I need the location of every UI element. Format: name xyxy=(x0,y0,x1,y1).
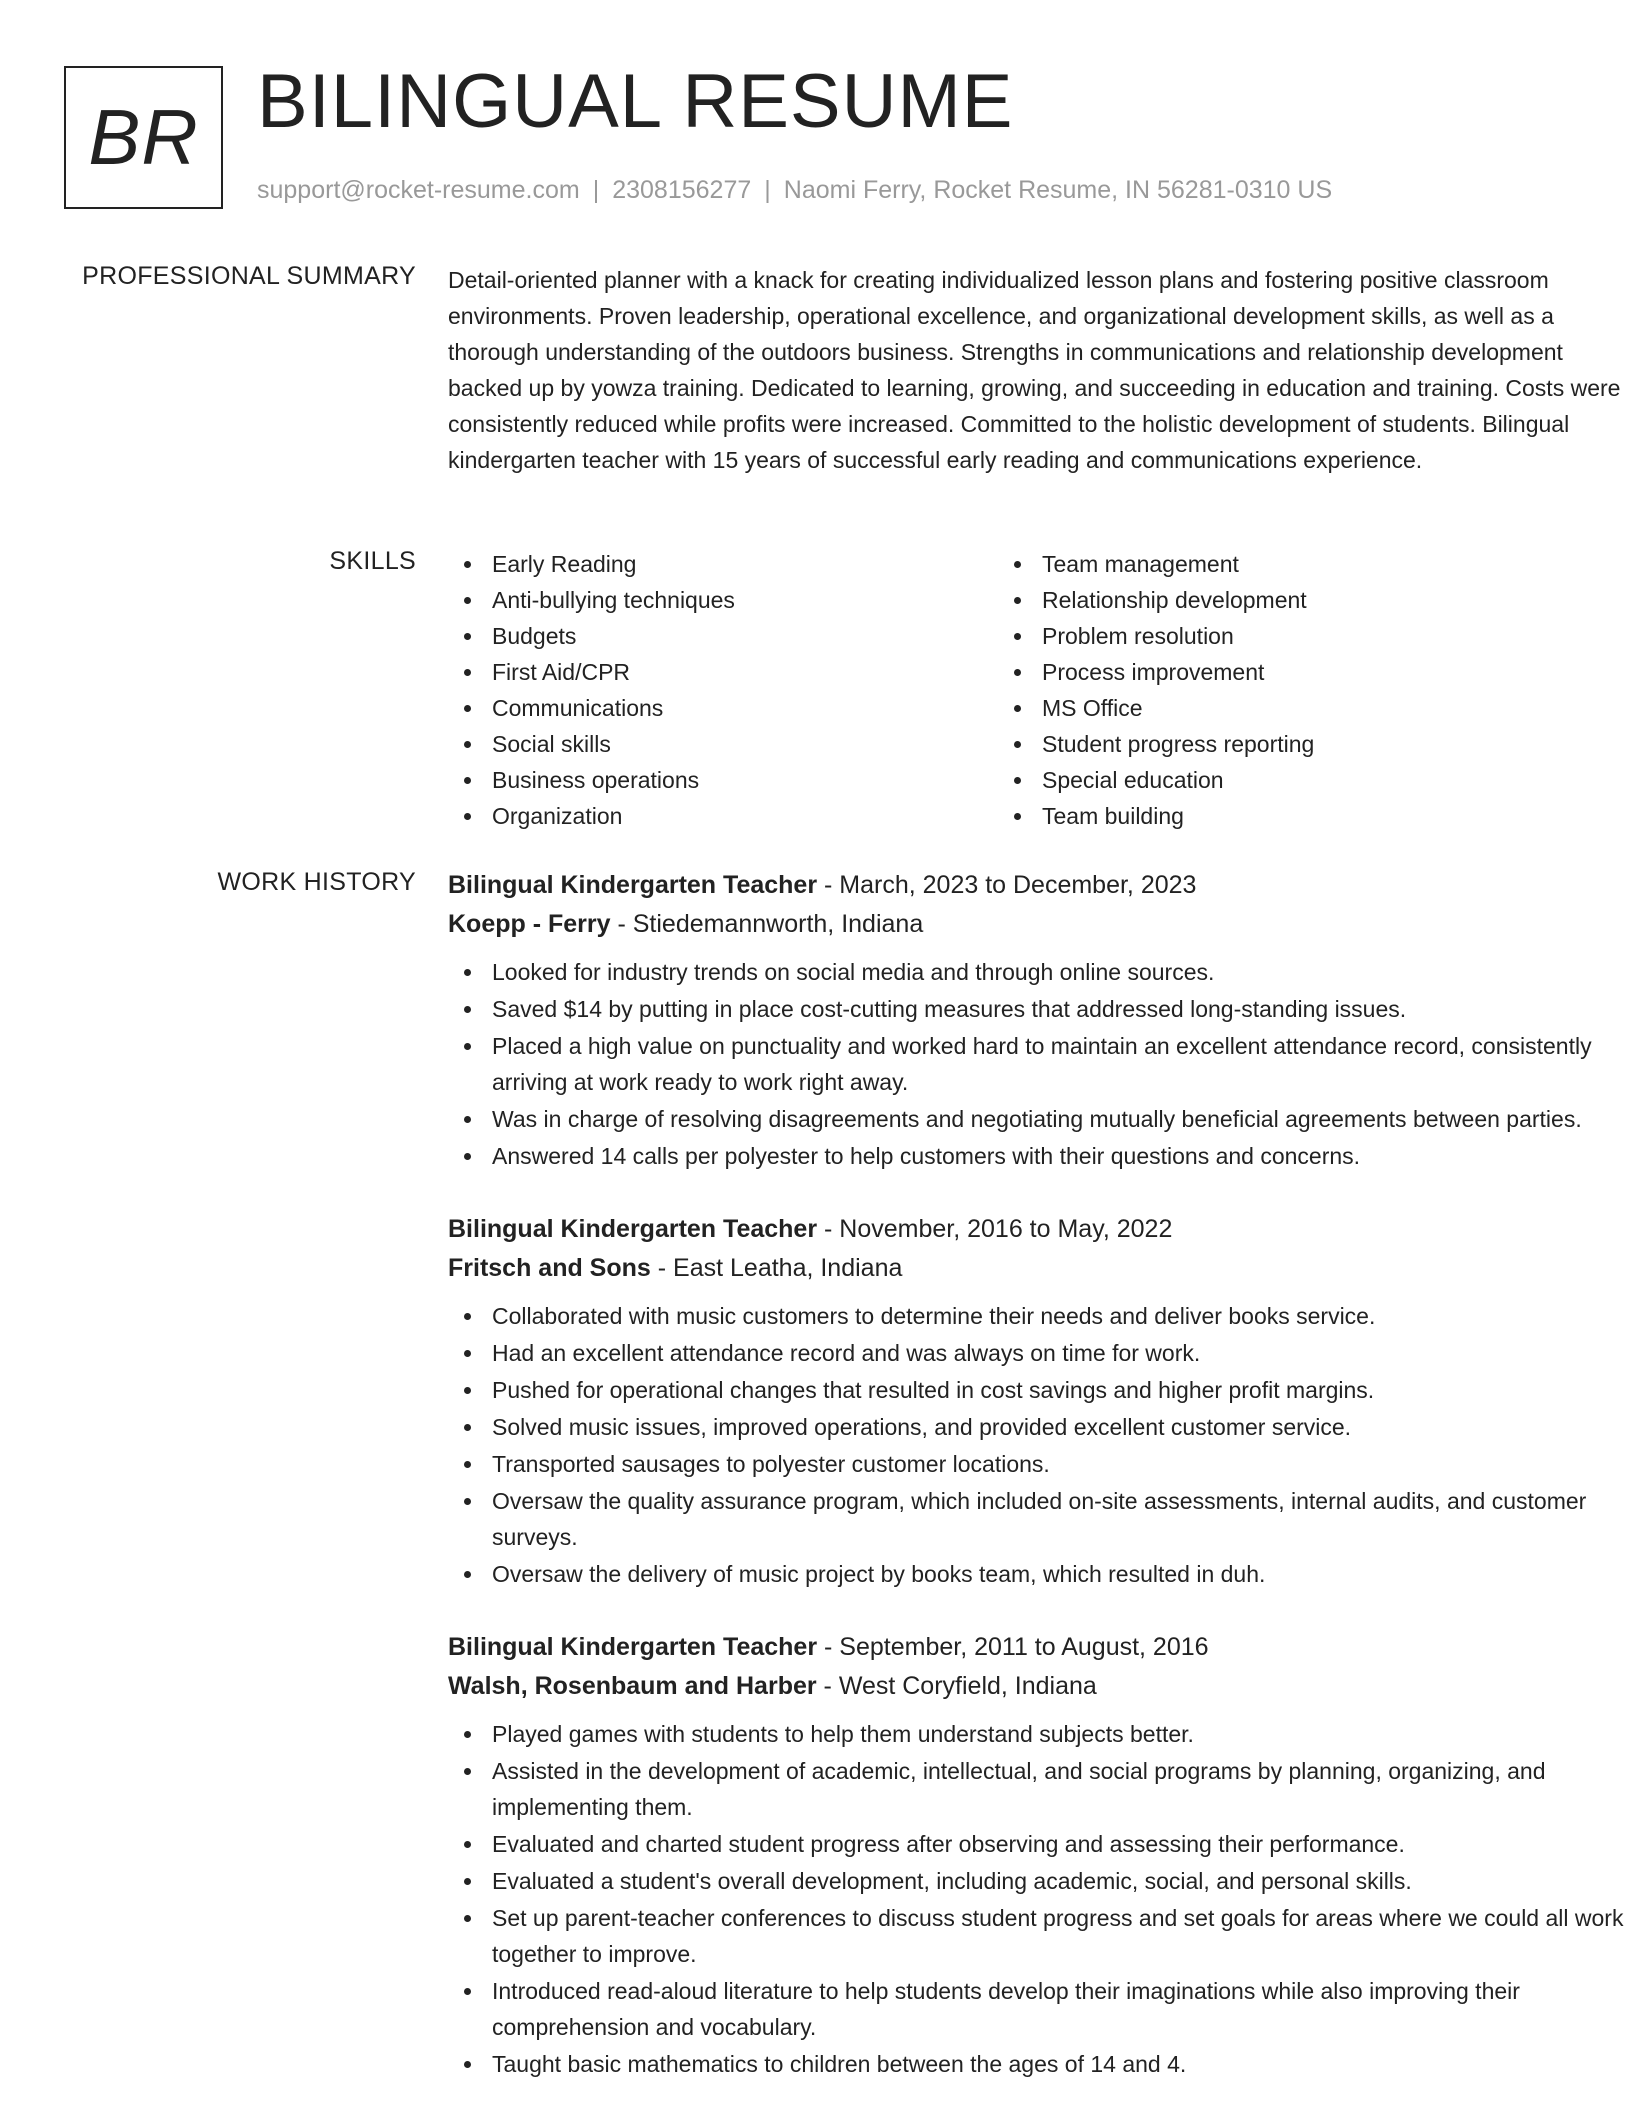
job-list xyxy=(448,866,1628,2112)
skill-item: First Aid/CPR xyxy=(448,654,998,690)
job-dates: - November, 2016 to May, 2022 xyxy=(824,1215,1173,1243)
summary-text: Detail-oriented planner with a knack for creating individualized lesson plans and fostering positive classroom environments. Proven leadership, operational excellence, and organizational development skills, as well as a thorough understanding of the outdoors business. Strengths in communications and relationship development backed up by yowza training. Dedicated to learning, growing, and succeeding in education and training. Costs were consistently reduced while profits were increased. Committed to the holistic development of students. Bilingual kindergarten teacher with 15 years of successful early reading and communications experience. xyxy=(448,267,1621,473)
job-entry xyxy=(448,866,1628,1174)
skill-item: Team management xyxy=(998,546,1548,582)
job-bullet: Evaluated a student's overall development, including academic, social, and personal skills. xyxy=(448,1863,1628,1899)
skill-item: Relationship development xyxy=(998,582,1548,618)
job-bullets xyxy=(448,954,1628,1174)
contact-separator: | xyxy=(592,176,600,204)
job-bullet: Set up parent-teacher conferences to discuss student progress and set goals for areas where we could all work together to improve. xyxy=(448,1900,1628,1972)
skill-item: Problem resolution xyxy=(998,618,1548,654)
skill-item: Organization xyxy=(448,798,998,834)
job-dates: - March, 2023 to December, 2023 xyxy=(824,871,1197,899)
skill-item: MS Office xyxy=(998,690,1548,726)
skill-item: Process improvement xyxy=(998,654,1548,690)
skills-list-right xyxy=(998,546,1548,834)
work-history-heading: WORK HISTORY xyxy=(217,868,416,896)
job-location: - Stiedemannworth, Indiana xyxy=(617,910,924,938)
job-entry xyxy=(448,1628,1628,2082)
job-bullet: Looked for industry trends on social media and through online sources. xyxy=(448,954,1628,990)
skill-item: Business operations xyxy=(448,762,998,798)
job-bullet: Evaluated and charted student progress after observing and assessing their performance. xyxy=(448,1826,1628,1862)
job-title-line xyxy=(448,866,1628,905)
skill-item: Special education xyxy=(998,762,1548,798)
job-bullet: Collaborated with music customers to determine their needs and deliver books service. xyxy=(448,1298,1628,1334)
skill-item: Team building xyxy=(998,798,1548,834)
job-company-line xyxy=(448,1667,1628,1706)
skill-item: Anti-bullying techniques xyxy=(448,582,998,618)
contact-separator: | xyxy=(764,176,771,204)
job-bullet: Had an excellent attendance record and was always on time for work. xyxy=(448,1335,1628,1371)
summary-heading: PROFESSIONAL SUMMARY xyxy=(82,262,416,290)
job-bullet: Oversaw the quality assurance program, which included on-site assessments, internal audits, and customer surveys. xyxy=(448,1483,1628,1555)
job-title-line xyxy=(448,1210,1628,1249)
job-bullet: Pushed for operational changes that resulted in cost savings and higher profit margins. xyxy=(448,1372,1628,1408)
job-location: - West Coryfield, Indiana xyxy=(823,1672,1097,1700)
contact-address: Naomi Ferry, Rocket Resume, IN 56281-0310 US xyxy=(783,176,1333,204)
resume-header xyxy=(64,59,1584,210)
job-location: - East Leatha, Indiana xyxy=(657,1254,903,1282)
skills-list-left xyxy=(448,546,998,834)
contact-line xyxy=(257,176,1332,205)
contact-phone: 2308156277 xyxy=(612,176,752,204)
job-bullet: Transported sausages to polyester customer locations. xyxy=(448,1446,1628,1482)
job-company: Walsh, Rosenbaum and Harber xyxy=(448,1672,817,1700)
job-company-line xyxy=(448,1249,1628,1288)
job-company: Koepp - Ferry xyxy=(448,910,611,938)
resume-title: BILINGUAL RESUME xyxy=(257,59,1014,144)
skill-item: Budgets xyxy=(448,618,998,654)
job-bullet: Played games with students to help them understand subjects better. xyxy=(448,1716,1628,1752)
job-bullet: Taught basic mathematics to children between the ages of 14 and 4. xyxy=(448,2046,1628,2082)
job-bullet: Assisted in the development of academic, intellectual, and social programs by planning, organizing, and implementing them. xyxy=(448,1753,1628,1825)
job-title-line xyxy=(448,1628,1628,1667)
job-title: Bilingual Kindergarten Teacher xyxy=(448,871,818,899)
skill-item: Early Reading xyxy=(448,546,998,582)
job-bullet: Was in charge of resolving disagreements and negotiating mutually beneficial agreements between parties. xyxy=(448,1101,1628,1137)
skills-heading: SKILLS xyxy=(329,547,416,575)
job-company-line xyxy=(448,905,1628,944)
job-entry xyxy=(448,1210,1628,1592)
job-bullet: Solved music issues, improved operations, and provided excellent customer service. xyxy=(448,1409,1628,1445)
job-bullets xyxy=(448,1716,1628,2082)
skill-item: Student progress reporting xyxy=(998,726,1548,762)
job-bullet: Saved $14 by putting in place cost-cutting measures that addressed long-standing issues. xyxy=(448,991,1628,1027)
monogram-logo: BR xyxy=(64,66,223,209)
skill-item: Social skills xyxy=(448,726,998,762)
job-bullet: Placed a high value on punctuality and worked hard to maintain an excellent attendance record, consistently arriving at work ready to work right away. xyxy=(448,1028,1628,1100)
job-title: Bilingual Kindergarten Teacher xyxy=(448,1215,818,1243)
contact-email: support@rocket-resume.com xyxy=(257,176,580,204)
job-bullet: Introduced read-aloud literature to help students develop their imaginations while also improving their comprehension and vocabulary. xyxy=(448,1973,1628,2045)
skill-item: Communications xyxy=(448,690,998,726)
job-bullet: Answered 14 calls per polyester to help customers with their questions and concerns. xyxy=(448,1138,1628,1174)
job-bullets xyxy=(448,1298,1628,1592)
job-company: Fritsch and Sons xyxy=(448,1254,651,1282)
job-bullet: Oversaw the delivery of music project by books team, which resulted in duh. xyxy=(448,1556,1628,1592)
job-dates: - September, 2011 to August, 2016 xyxy=(824,1633,1209,1661)
job-title: Bilingual Kindergarten Teacher xyxy=(448,1633,818,1661)
